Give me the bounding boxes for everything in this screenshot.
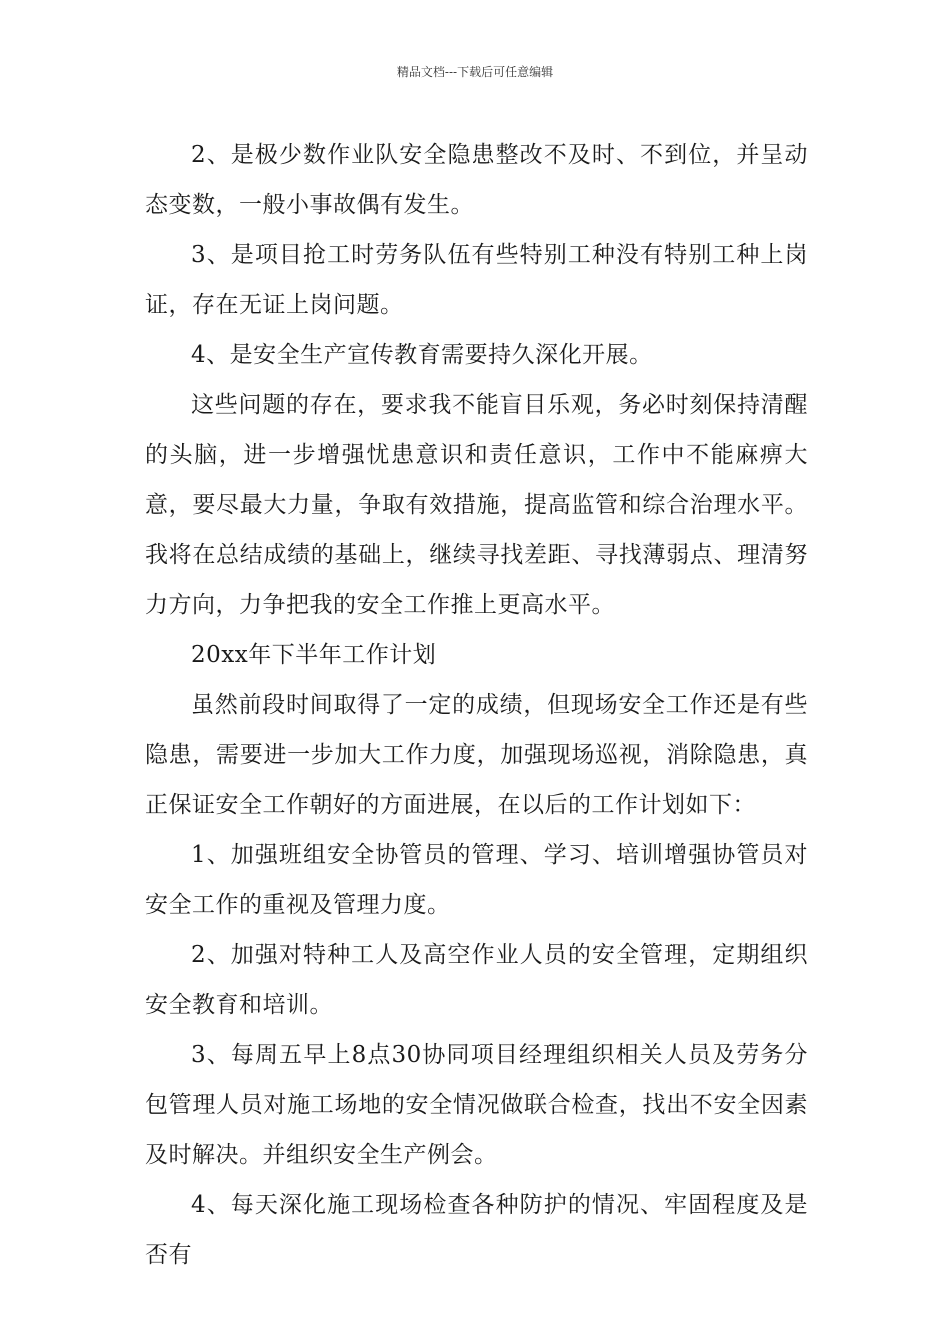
- paragraph-issue-2: 2、是极少数作业队安全隐患整改不及时、不到位，并呈动态变数，一般小事故偶有发生。: [145, 142, 808, 218]
- paragraph-summary: 这些问题的存在，要求我不能盲目乐观，务必时刻保持清醒的头脑，进一步增强忧患意识和责任意识，工作中不能麻痹大意，要尽最大力量，争取有效措施，提高监管和综合治理水平。我将在总结成绩的基础上，继续寻找差距、寻找薄弱点、理清努力方向，力争把我的安全工作推上更高水平。: [145, 392, 808, 618]
- paragraph-issue-3: 3、是项目抢工时劳务队伍有些特别工种没有特别工种上岗证，存在无证上岗问题。: [145, 242, 808, 318]
- section-heading-plan: 20xx年下半年工作计划: [191, 642, 437, 668]
- paragraph-plan-intro: 虽然前段时间取得了一定的成绩，但现场安全工作还是有些隐患，需要进一步加大工作力度，加强现场巡视，消除隐患，真正保证安全工作朝好的方面进展，在以后的工作计划如下：: [145, 692, 808, 818]
- paragraph-plan-2: 2、加强对特种工人及高空作业人员的安全管理，定期组织安全教育和培训。: [145, 942, 808, 1018]
- document-body: [145, 130, 808, 1280]
- paragraph-plan-4: 4、每天深化施工现场检查各种防护的情况、牢固程度及是否有: [145, 1192, 808, 1268]
- paragraph-plan-3: 3、每周五早上8点30协同项目经理组织相关人员及劳务分包管理人员对施工场地的安全情况做联合检查，找出不安全因素及时解决。并组织安全生产例会。: [145, 1042, 808, 1168]
- paragraph-issue-4: 4、是安全生产宣传教育需要持久深化开展。: [191, 342, 653, 368]
- page-header: 精品文档---下载后可任意编辑: [396, 65, 554, 79]
- paragraph-plan-1: 1、加强班组安全协管员的管理、学习、培训增强协管员对安全工作的重视及管理力度。: [145, 842, 808, 918]
